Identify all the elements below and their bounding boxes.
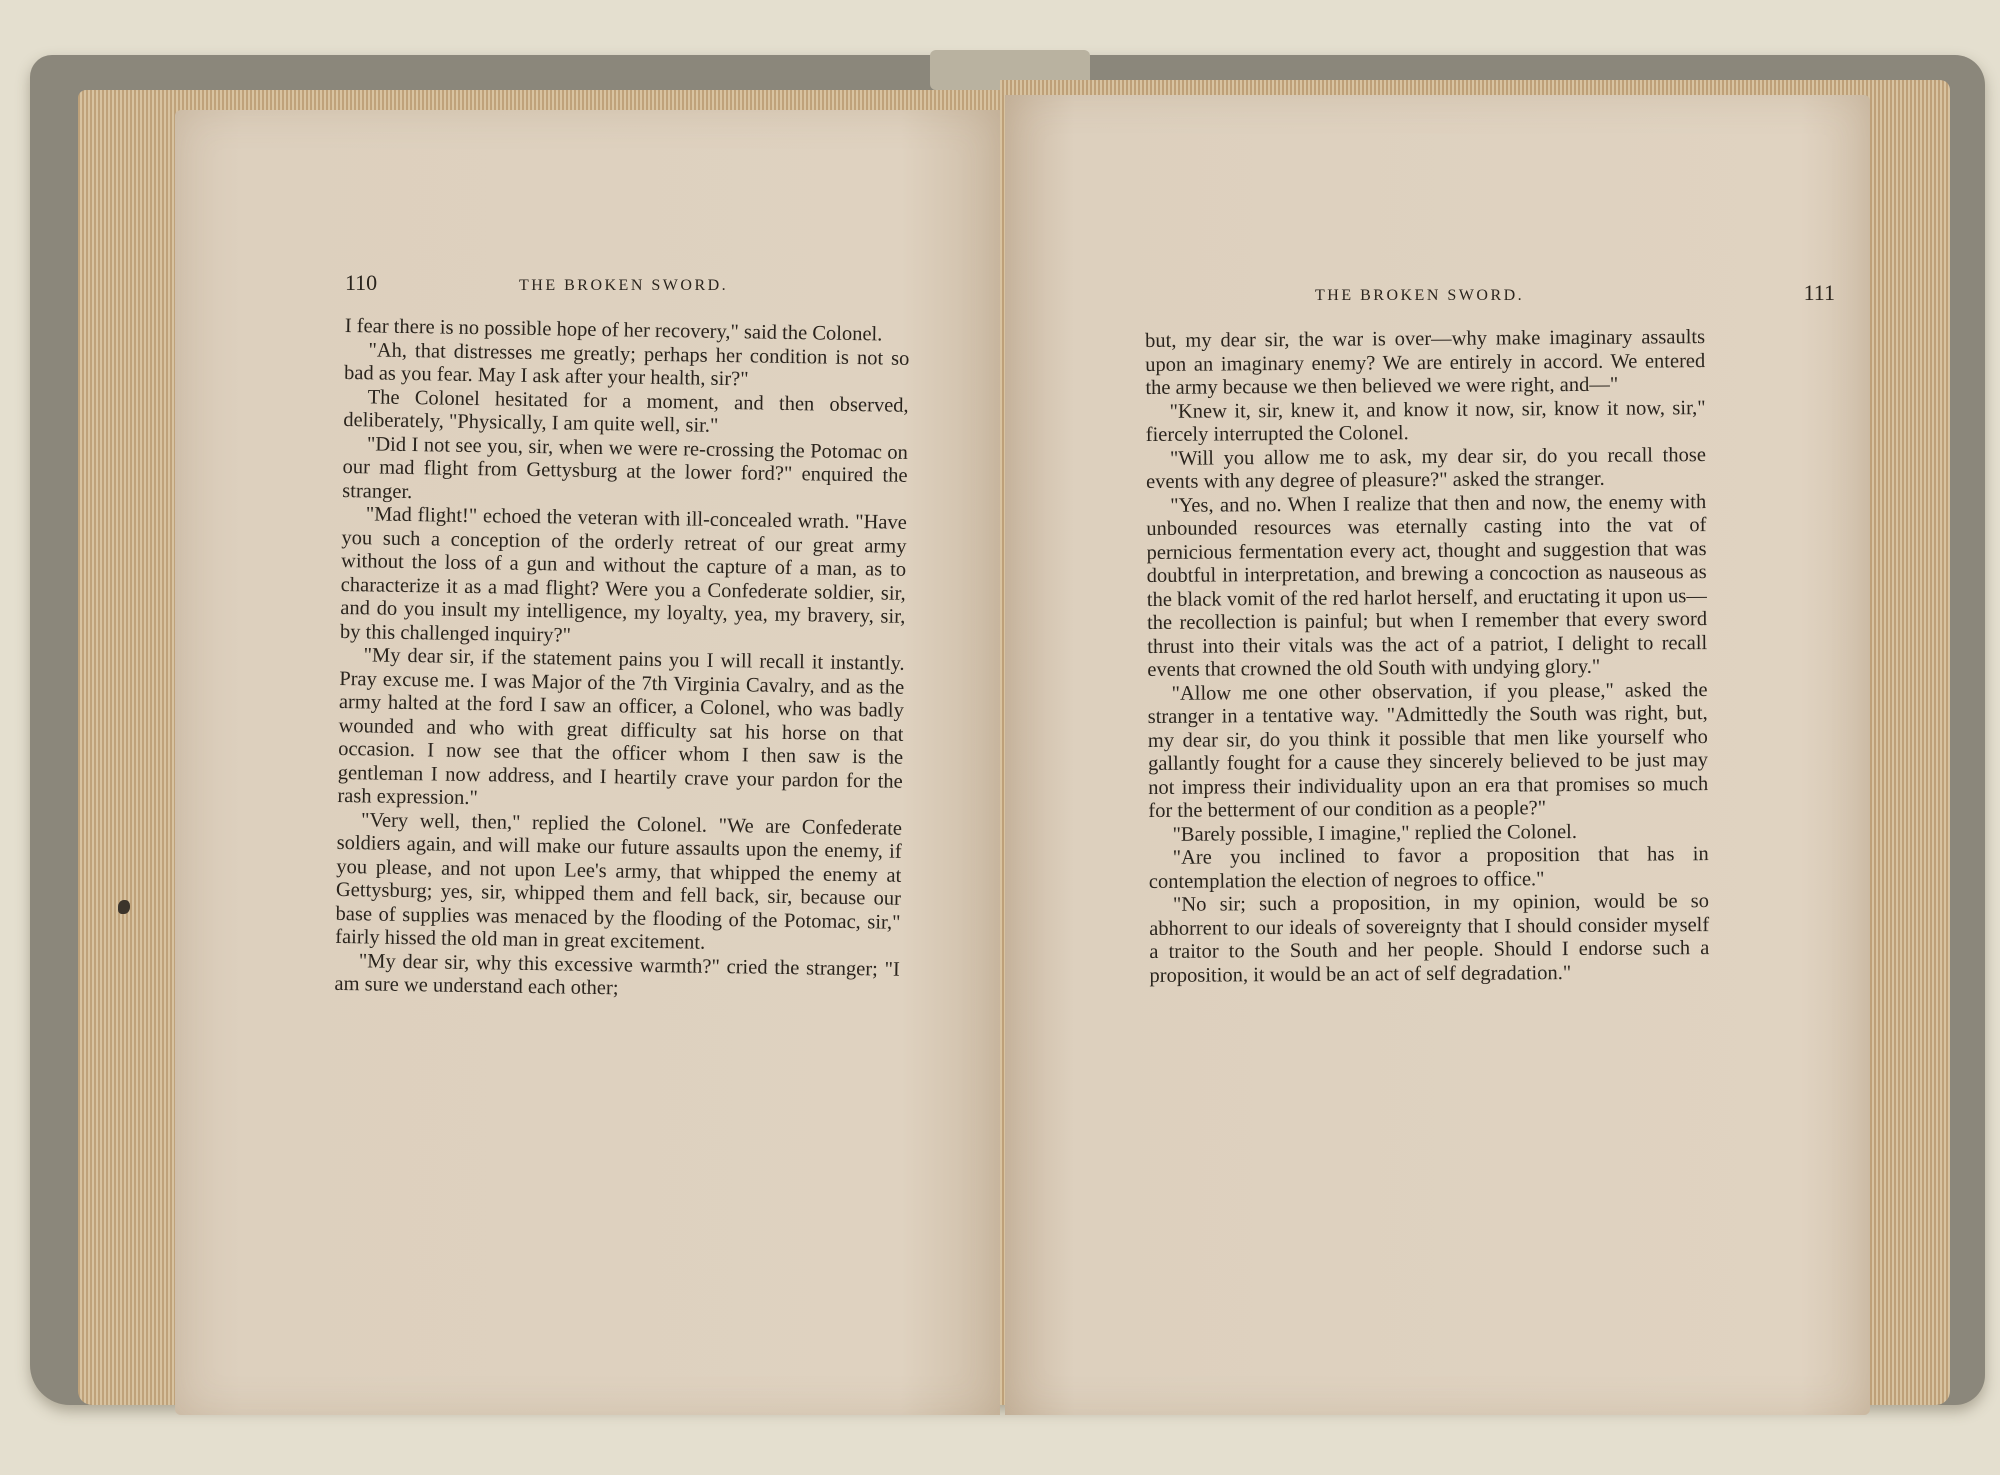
paragraph: The Colonel hesitated for a moment, and then observed, deliberately, "Physically, I am quite well, sir." xyxy=(343,385,909,437)
paragraph: "Allow me one other observation, if you please," asked the stranger in a tentative way. "Admittedly the South was right, but, my dear sir, do you think it possible that men like yourself who gallantly fought for a cause they sincerely believed to be just may not impress their individuality upon an era that promises so much for the betterment of our condition as a people?" xyxy=(1147,678,1709,822)
paragraph: "Very well, then," replied the Colonel. "We are Confederate soldiers again, and will make our future assaults upon the enemy, if you please, and not upon Lee's army, that whipped the enemy at Gettysburg; yes, sir, whipped them and fell back, sir, because our base of supplies was menaced by the flooding of the Potomac, sir," fairly hissed the old man in great excitement. xyxy=(335,808,903,954)
running-head-left: THE BROKEN SWORD. xyxy=(519,277,729,294)
page-number-left: 110 xyxy=(345,270,378,295)
running-head-right: THE BROKEN SWORD. xyxy=(1315,287,1525,304)
paragraph: "Knew it, sir, knew it, and know it now, sir, know it now, sir," fiercely interrupted the Colonel. xyxy=(1145,396,1706,446)
right-page xyxy=(1005,95,1870,1415)
page-number-right: 111 xyxy=(1803,280,1835,305)
paragraph: "Did I not see you, sir, when we were re-crossing the Potomac on our mad flight from Gettysburg at the lower ford?" enquired the stranger. xyxy=(342,432,909,503)
left-page xyxy=(175,110,1000,1415)
paragraph: "No sir; such a proposition, in my opinion, would be so abhorrent to our ideals of sovereignty that I should consider myself a traitor to the South and her people. Should I endorse such a proposition, it would be an act of self degradation." xyxy=(1149,890,1710,987)
paragraph: "Barely possible, I imagine," replied the Colonel. xyxy=(1172,820,1578,846)
ink-smudge xyxy=(118,900,130,914)
paragraph: "Yes, and no. When I realize that then and now, the enemy with unbounded resources was eternally casting into the vat of pernicious fermentation every act, thought and suggestion that was doubtful in interpretation, and brewing a concoction as nauseous as the black vomit of the red harlot herself, and eructating it upon us—the recollection is painful; but when I remember that every sword thrust into their vitals was the act of a patriot, I delight to recall events that crowned the old South with undying glory." xyxy=(1146,490,1708,681)
paragraph: "My dear sir, if the statement pains you I will recall it instantly. Pray excuse me. I was Major of the 7th Virginia Cavalry, and as the army halted at the ford I saw an officer, a Colonel, who was badly wounded and who with great difficulty sat his horse on that occasion. I now see that the officer whom I then saw is the gentleman I now address, and I heartily crave your pardon for the rash expression." xyxy=(337,644,905,810)
paragraph: I fear there is no possible hope of her recovery," said the Colonel. xyxy=(344,315,883,346)
paragraph: "Are you inclined to favor a proposition that has in contemplation the election of negroes to office." xyxy=(1148,843,1709,893)
right-page-body xyxy=(1145,326,1710,988)
paragraph: "Mad flight!" echoed the veteran with ill-concealed wrath. "Have you such a conception of the orderly retreat of our great army without the loss of a gun and without the capture of a man, as to characterize it as a mad flight? Were you a Confederate soldier, sir, and do you insult my intelligence, my loyalty, yea, my bravery, sir, by this challenged inquiry?" xyxy=(339,503,907,647)
right-page-header xyxy=(1315,280,1835,306)
paragraph: "Ah, that distresses me greatly; perhaps her condition is not so bad as you fear. May I ask after your health, sir?" xyxy=(343,338,910,391)
paragraph: "Will you allow me to ask, my dear sir, do you recall those events with any degree of pleasure?" asked the stranger. xyxy=(1145,443,1706,493)
left-page-header xyxy=(345,270,910,296)
left-page-body xyxy=(334,315,910,1005)
paragraph: "My dear sir, why this excessive warmth?" cried the stranger; "I am sure we understand each other; xyxy=(334,949,900,1000)
paragraph: but, my dear sir, the war is over—why make imaginary assaults upon an imaginary enemy? We are entirely in accord. We entered the army because we then believed we were right, and—" xyxy=(1145,326,1706,399)
